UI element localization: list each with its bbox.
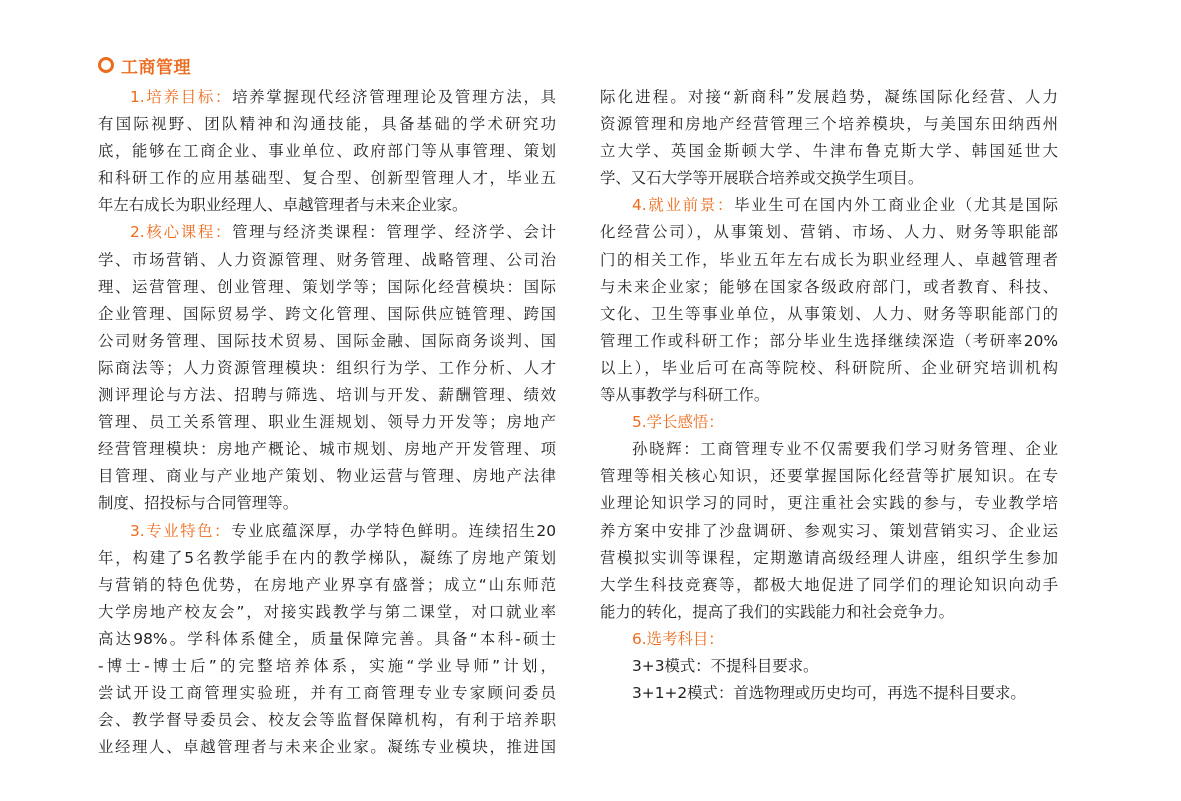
features-continued-line: 资源管理和房地产经营管理三个培养模块，与美国东田纳西州 — [600, 115, 1058, 134]
courses-line — [98, 219, 556, 246]
prospects-text: 毕业生可在国内外工商业企业（尤其是国际 — [734, 196, 1058, 215]
features-line: 尝试开设工商管理实验班，并有工商管理专业专家顾问委员 — [98, 684, 556, 703]
goal-line: 有国际视野、团队精神和沟通技能，具备基础的学术研究功 — [98, 115, 556, 134]
courses-line: 目管理、商业与产业地产策划、物业运营与管理、房地产法律 — [98, 467, 556, 486]
page-title: 工商管理 — [121, 57, 191, 78]
prospects-line: 与未来企业家；能够在国家各级政府部门，或者教育、科技、 — [600, 277, 1058, 296]
senior-insight-line: 孙晓辉：工商管理专业不仅需要我们学习财务管理、企业 — [632, 440, 1058, 459]
prospects-line: 文化、卫生等事业单位，从事策划、人力、财务等职能部门的 — [600, 304, 1058, 323]
features-line: 业经理人、卓越管理者与未来企业家。凝练专业模块，推进国 — [98, 738, 556, 757]
senior-insight-line: 营模拟实训等课程，定期邀请高级经理人讲座，组织学生参加 — [600, 548, 1058, 567]
senior-insight-line: 大学生科技竞赛等，都极大地促进了同学们的理论知识向动手 — [600, 575, 1058, 594]
goal-line: 和科研工作的应用基础型、复合型、创新型管理人才，毕业五 — [98, 169, 556, 188]
courses-line: 经营管理模块：房地产概论、城市规划、房地产开发管理、项 — [98, 440, 556, 459]
goal-line: 年左右成长为职业经理人、卓越管理者与未来企业家。 — [98, 196, 468, 215]
prospects-line: 门的相关工作，毕业五年左右成长为职业经理人、卓越管理者 — [600, 250, 1058, 269]
features-line: 大学房地产校友会”，对接实践教学与第二课堂，对口就业率 — [98, 602, 556, 621]
courses-line: 管理、员工关系管理、职业生涯规划、领导力开发等；房地产 — [98, 413, 556, 432]
courses-text: 管理与经济类课程：管理学、经济学、会计 — [232, 223, 556, 242]
right-column — [600, 84, 1058, 707]
senior-insight-heading — [600, 409, 1058, 436]
prospects-line: 以上），毕业后可在高等院校、科研院所、企业研究培训机构 — [600, 358, 1058, 377]
senior-insight-line: 业理论知识学习的同时，更注重社会实践的参与，专业教学培 — [600, 494, 1058, 513]
prospects-line: 等从事教学与科研工作。 — [600, 386, 770, 405]
features-line: 年，构建了5名教学能手在内的教学梯队，凝练了房地产策划 — [98, 548, 556, 567]
senior-insight-line: 能力的转化，提高了我们的实践能力和社会竞争力。 — [600, 602, 954, 621]
left-column — [98, 84, 556, 761]
section-heading — [98, 52, 191, 78]
features-label: 3.专业特色： — [130, 521, 232, 540]
courses-line: 理、运营管理、创业管理、策划学等；国际化经营模块：国际 — [98, 277, 556, 296]
goal-line — [98, 84, 556, 111]
features-continued-line: 际化进程。对接“新商科”发展趋势，凝练国际化经营、人力 — [600, 88, 1058, 106]
features-line — [98, 518, 556, 545]
prospects-line — [600, 192, 1058, 219]
circle-bullet-icon — [98, 57, 114, 73]
goal-line: 底，能够在工商企业、事业单位、政府部门等从事管理、策划 — [98, 142, 556, 161]
subject-selection-label: 6.选考科目： — [632, 629, 724, 648]
features-line: 会、教学督导委员会、校友会等监督保障机构，有利于培养职 — [98, 711, 556, 730]
senior-insight-label: 5.学长感悟： — [632, 413, 724, 432]
features-continued-line: 立大学、英国金斯顿大学、牛津布鲁克斯大学、韩国延世大 — [600, 142, 1058, 161]
features-continued-line: 学、又石大学等开展联合培养或交换学生项目。 — [600, 169, 924, 188]
goal-label: 1.培养目标： — [130, 88, 233, 106]
courses-line: 企业管理、国际贸易学、跨文化管理、国际供应链管理、跨国 — [98, 304, 556, 323]
courses-line: 际商法等；人力资源管理模块：组织行为学、工作分析、人才 — [98, 358, 556, 377]
prospects-line: 化经营公司），从事策划、营销、市场、人力、财务等职能部 — [600, 223, 1058, 242]
prospects-label: 4.就业前景： — [632, 196, 735, 215]
features-line: 高达98%。学科体系健全，质量保障完善。具备“本科-硕士 — [98, 629, 556, 648]
senior-insight-line: 管理等相关核心知识，还要掌握国际化经营等扩展知识。在专 — [600, 467, 1058, 486]
goal-text: 培养掌握现代经济管理理论及管理方法，具 — [232, 88, 556, 106]
subject-selection-heading — [600, 626, 1058, 653]
courses-line: 制度、招投标与合同管理等。 — [98, 494, 299, 513]
features-line: -博士-博士后”的完整培养体系，实施“学业导师”计划， — [98, 656, 556, 675]
senior-insight-line: 养方案中安排了沙盘调研、参观实习、策划营销实习、企业运 — [600, 521, 1058, 540]
courses-line: 学、市场营销、人力资源管理、财务管理、战略管理、公司治 — [98, 250, 556, 269]
courses-line: 公司财务管理、国际技术贸易、国际金融、国际商务谈判、国 — [98, 331, 556, 350]
subject-selection-line: 3+1+2模式：首选物理或历史均可，再选不提科目要求。 — [632, 684, 1026, 703]
courses-line: 测评理论与方法、招聘与筛选、培训与开发、薪酬管理、绩效 — [98, 386, 556, 405]
subject-selection-line: 3+3模式：不提科目要求。 — [632, 656, 819, 675]
courses-label: 2.核心课程： — [130, 223, 233, 242]
features-text: 专业底蕴深厚，办学特色鲜明。连续招生20 — [231, 521, 556, 540]
prospects-line: 管理工作或科研工作；部分毕业生选择继续深造（考研率20% — [600, 331, 1058, 350]
features-line: 与营销的特色优势，在房地产业界享有盛誉；成立“山东师范 — [98, 575, 556, 594]
